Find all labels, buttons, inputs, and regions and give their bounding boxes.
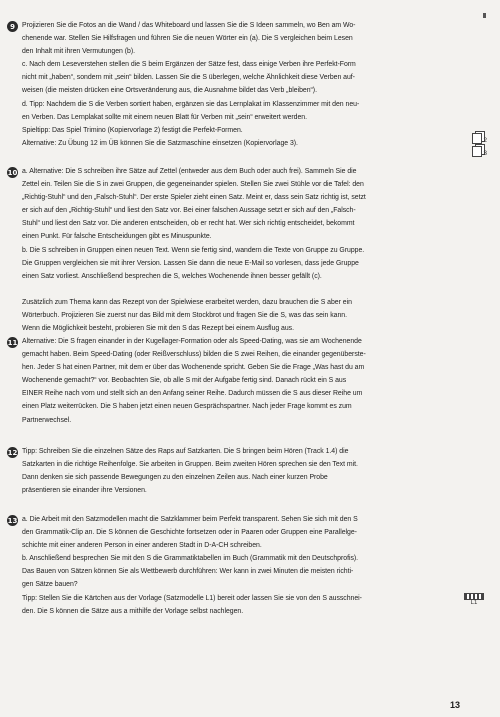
text-line: präsentieren sie einander ihre Versionen. (22, 487, 147, 495)
section-text (22, 19, 462, 150)
text-line: b. Anschließend besprechen Sie mit den S die Grammatiktabellen im Buch (Grammatik mit den Deutschprofis). (22, 555, 359, 563)
text-line: b. Die S schreiben in Gruppen einen neuen Text. Wenn sie fertig sind, wandern die Texte von Gruppe zu Gruppe. (22, 246, 365, 254)
text-line: einen Satz vorliest. Anschließend besprechen die S, welches Wochenende ihnen besser gefällt (c). (22, 272, 322, 280)
text-line: Wochenende gemacht?“ vor. Beobachten Sie, ob alle S mit der Aufgabe fertig sind. Danach rückt ein S aus (22, 377, 347, 385)
copy-template-icon (472, 133, 482, 144)
copy-template-marker: 2 (472, 133, 487, 144)
text-line: schichte mit einer anderen Person in einer anderen Stadt in D-A-CH schreiben. (22, 542, 262, 550)
text-line: chenende war. Stellen Sie Hilfsfragen und führen Sie die neuen Wörter ein (a). Die S vergleichen beim Lesen (22, 35, 353, 43)
section-9 (0, 19, 500, 157)
section-number: 9 (7, 21, 18, 32)
text-line: Tipp: Stellen Sie die Kärtchen aus der Vorlage (Satzmodelle L1) bereit oder lassen Sie sie von den S ausschnei- (22, 594, 362, 602)
sentence-model-card-icon: L1 (464, 593, 484, 606)
section-number: 10 (7, 168, 18, 177)
text-line: Partnerwechsel. (22, 416, 72, 424)
text-line: den. Die S können die Sätze aus a mithilfe der Vorlage selbst nachlegen. (22, 607, 244, 615)
card-strip-icon (464, 593, 484, 600)
text-line: EINER Reihe nach vorn und stellt sich an den Anfang seiner Reihe. Dadurch müssen die S aus dieser Reihe um (22, 390, 363, 398)
text-line: den Inhalt mit ihren Vermutungen (b). (22, 48, 136, 56)
section-number: 13 (7, 516, 18, 525)
copy-template-marker: 3 (472, 146, 487, 157)
text-line: d. Tipp: Nachdem die S die Verben sortiert haben, ergänzen sie das Lernplakat im Klassenzimmer mit den neu- (22, 100, 360, 108)
section-13 (0, 513, 500, 618)
text-line: weisen (die meisten drücken eine Ortsveränderung aus, die Ausnahme bildet das Verb „bleiben“). (22, 87, 317, 95)
text-line: Spieltipp: Das Spiel Trimino (Kopiervorlage 2) festigt die Perfekt-Formen. (22, 126, 243, 134)
text-line: c. Nach dem Leseverstehen stellen die S beim Ergänzen der Sätze fest, dass einige Verben ihre Perfekt-Form (22, 61, 356, 69)
text-line: Wenn die Möglichkeit besteht, probieren Sie mit den S das Rezept bei einem Ausflug aus. (22, 325, 295, 333)
text-line: a. Alternative: Die S schreiben ihre Sätze auf Zettel (entweder aus dem Buch oder auch frei). Sammeln Sie die (22, 168, 357, 175)
text-line: einen Punkt. Für falsche Entscheidungen gibt es Minuspunkte. (22, 233, 212, 241)
text-line: Das Bauen von Sätzen können Sie als Wettbewerb durchführen: Wer kann in zwei Minuten die meisten richti- (22, 568, 354, 576)
text-line: Satzkarten in die richtige Reihenfolge. Sie arbeiten in Gruppen. Beim zweiten Hören sprechen sie den Text mit. (22, 461, 358, 469)
text-line: den Grammatik-Clip an. Die S können die Geschichte fortsetzen oder in Paaren oder Gruppen eine Parallelge- (22, 529, 357, 537)
text-line: Wörterbuch. Projizieren Sie zuerst nur das Bild mit dem Stockbrot und fragen Sie die S, was das sein kann. (22, 311, 347, 319)
text-line: einen Platz weiterrücken. Die S haben jetzt einen neuen Gesprächspartner. Nach jeder Frage kommt es zum (22, 403, 352, 411)
section-number: 11 (7, 338, 18, 347)
text-line: Tipp: Schreiben Sie die einzelnen Sätze des Raps auf Satzkarten. Die S bringen beim Hören (Track 1.4) die (22, 448, 349, 455)
text-line: en Verben. Das Lernplakat sollte mit einem neuen Blatt für Verben mit „sein“ erweitert werden. (22, 113, 307, 121)
text-line: Dann denken sie sich passende Bewegungen zu den einzelnen Zeilen aus. Nach einer kurzen Probe (22, 474, 328, 482)
text-line: „Richtig-Stuhl“ und den „Falsch-Stuhl“. Der erste Spieler zieht einen Satz. Meint er, dass sein Satz richtig ist, setzt (22, 194, 366, 202)
text-line: Alternative: Zu Übung 12 im ÜB können Sie die Satzmaschine einsetzen (Kopiervorlage 3). (22, 139, 298, 147)
section-text (22, 165, 462, 335)
text-line: nicht mit „haben“, sondern mit „sein“ bilden. Lassen Sie die S überlegen, welche Ähnlichkeit diese Verben auf- (22, 74, 355, 82)
text-line: Alternative: Die S fragen einander in der Kugellager-Formation oder als Speed-Dating, was sie am Wochenende (22, 338, 362, 345)
section-12 (0, 445, 500, 497)
section-number: 12 (7, 448, 18, 457)
section-text (22, 445, 462, 497)
edge-mark (483, 13, 486, 18)
text-line: Die Gruppen vergleichen sie mit ihrer Version. Lassen Sie dann die neue E-Mail so vorlesen, dass jede Gruppe (22, 259, 359, 267)
text-line: a. Die Arbeit mit den Satzmodellen macht die Satzklammer beim Perfekt transparent. Sehen Sie sich mit den S (22, 516, 358, 523)
text-line: Zusätzlich zum Thema kann das Rezept von der Spielwiese erarbeitet werden, dazu brauchen die S aber ein (22, 298, 352, 306)
text-line: gen Sätze bauen? (22, 581, 78, 589)
text-line: Zettel ein. Teilen Sie die S in zwei Gruppen, die gegeneinander spielen. Stellen Sie zwei Stühle vor die Tafel: den (22, 181, 364, 189)
section-10 (0, 165, 500, 335)
text-line: Stuhl“ und liest den Satz vor. Die anderen entscheiden, ob er recht hat. Wer sich richtig entscheidet, bekommt (22, 220, 355, 228)
copy-template-icon (472, 146, 482, 157)
text-line: er sich auf den „Richtig-Stuhl“ und liest den Satz vor. Bei einer falschen Aussage setzt er sich auf den „Falsch- (22, 207, 356, 215)
section-11 (0, 335, 500, 427)
page-number: 13 (449, 700, 460, 710)
section-text (22, 335, 462, 427)
text-line: gemacht haben. Beim Speed-Dating (oder Reißverschluss) bilden die S zwei Reihen, die einander gegenüberste- (22, 351, 366, 359)
text-line: Projizieren Sie die Fotos an die Wand / das Whiteboard und lassen Sie die S Ideen sammeln, wo Ben am Wo- (22, 22, 356, 29)
text-line: hen. Jeder S hat einen Partner, mit dem er über das Wochenende spricht. Geben Sie die Frage „Was hast du am (22, 364, 365, 372)
section-text (22, 513, 462, 618)
